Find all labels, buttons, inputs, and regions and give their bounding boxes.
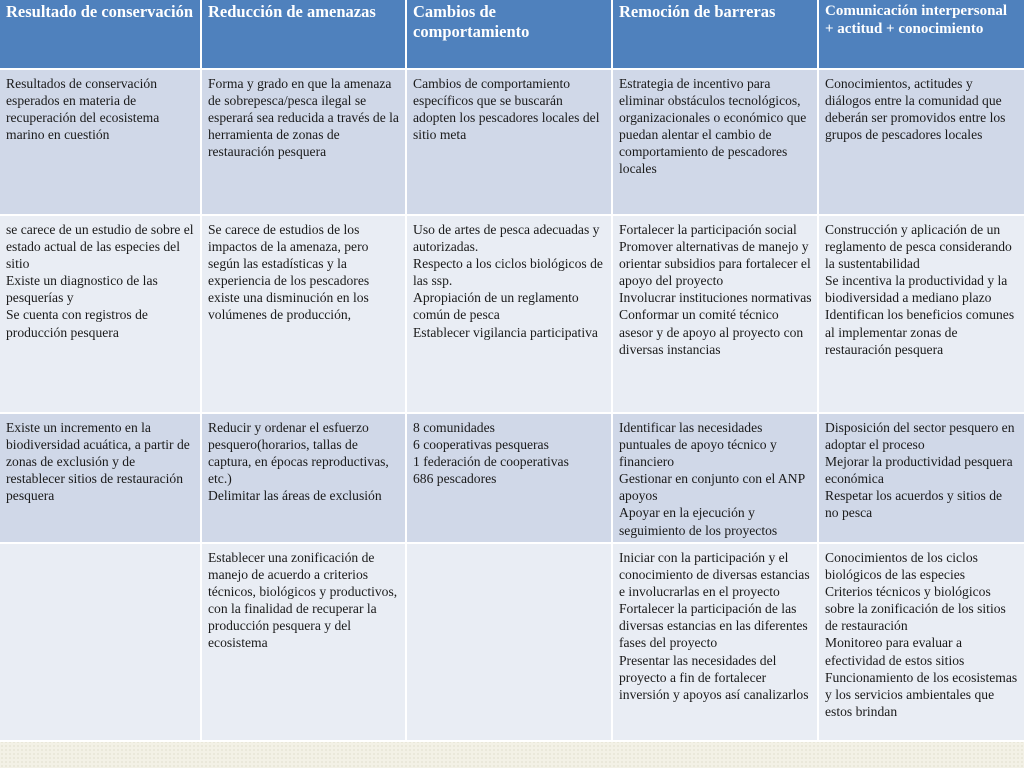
cell-line: Existe un diagnostico de las pesquerías y [6, 273, 158, 306]
cell-line: Uso de artes de pesca adecuadas y autorizadas. [413, 222, 600, 255]
cell-cambios [407, 544, 613, 742]
table-row [0, 70, 1024, 216]
cell-cambios [407, 216, 613, 414]
cell-line: Construcción y aplicación de un reglamento de pesca considerando la sustentabilidad [825, 222, 1012, 272]
cell-line: Existe un incremento en la biodiversidad acuática, a partir de zonas de exclusión y de restablecer sitios de restauración pesquera [6, 420, 190, 504]
cell-comunicacion [819, 70, 1024, 216]
cell-line: Conformar un comité técnico asesor y de apoyo al proyecto con diversas instancias [619, 307, 804, 357]
cell-line: Se carece de estudios de los impactos de la amenaza, pero según las estadísticas y la experiencia de los pescadores existe una disminución en los volúmenes de producción, [208, 222, 370, 323]
header-remocion-barreras: Remoción de barreras [613, 0, 819, 70]
cell-line: Promover alternativas de manejo y orientar subsidios para fortalecer el apoyo del proyecto [619, 239, 811, 289]
cell-line: Delimitar las áreas de exclusión [208, 488, 382, 504]
cell-comunicacion [819, 544, 1024, 742]
cell-resultado [0, 216, 202, 414]
cell-line: Respecto a los ciclos biológicos de las ssp. [413, 256, 603, 289]
cell-resultado [0, 70, 202, 216]
cell-line: se carece de un estudio de sobre el estado actual de las especies del sitio [6, 222, 194, 272]
cell-line: Cambios de comportamiento específicos que se buscarán adopten los pescadores locales del sitio meta [413, 76, 600, 143]
cell-resultado [0, 414, 202, 544]
cell-line: 6 cooperativas pesqueras [413, 437, 549, 453]
cell-line: 686 pescadores [413, 471, 497, 487]
cell-remocion [613, 216, 819, 414]
cell-line: Presentar las necesidades del proyecto a fin de fortalecer inversión y apoyos así canalizarlos [619, 652, 809, 702]
cell-line: Se incentiva la productividad y la biodiversidad a mediano plazo [825, 273, 1008, 306]
cell-line: Apoyar en la ejecución y seguimiento de los proyectos [619, 505, 778, 538]
cell-reduccion [202, 414, 407, 544]
cell-comunicacion [819, 414, 1024, 544]
cell-cambios [407, 414, 613, 544]
cell-line: Forma y grado en que la amenaza de sobrepesca/pesca ilegal se esperará sea reducida a través de la herramienta de zonas de restauración pesquera [208, 76, 399, 160]
cell-remocion [613, 544, 819, 742]
table-row [0, 216, 1024, 414]
header-comunicacion-interpersonal: Comunicación interpersonal + actitud + conocimiento [819, 0, 1024, 70]
cell-remocion [613, 70, 819, 216]
header-cambios-comportamiento: Cambios de comportamiento [407, 0, 613, 70]
cell-line: Criterios técnicos y biológicos sobre la zonificación de los sitios de restauración [825, 584, 1006, 634]
cell-reduccion [202, 216, 407, 414]
cell-line: Mejorar la productividad pesquera económica [825, 454, 1013, 487]
table-row [0, 544, 1024, 742]
cell-line: Apropiación de un reglamento común de pesca [413, 290, 579, 323]
cell-line: Funcionamiento de los ecosistemas y los servicios ambientales que estos brindan [825, 669, 1018, 719]
header-row [0, 0, 1024, 70]
cell-line: 8 comunidades [413, 420, 495, 435]
header-reduccion-amenazas: Reducción de amenazas [202, 0, 407, 70]
cell-line: Conocimientos de los ciclos biológicos de las especies [825, 550, 978, 583]
cell-cambios [407, 70, 613, 216]
cell-line: Identifican los beneficios comunes al implementar zonas de restauración pesquera [825, 307, 1015, 357]
cell-comunicacion [819, 216, 1024, 414]
cell-line: Fortalecer la participación social [619, 222, 797, 237]
cell-reduccion [202, 544, 407, 742]
cell-line: Fortalecer la participación de las diversas estancias en las diferentes fases del proyecto [619, 601, 808, 651]
cell-line: Monitoreo para evaluar a efectividad de estos sitios [825, 635, 965, 668]
cell-line: Respetar los acuerdos y sitios de no pesca [825, 488, 1003, 521]
cell-line: Identificar las necesidades puntuales de apoyo técnico y financiero [619, 420, 777, 470]
cell-line: 1 federación de cooperativas [413, 454, 569, 470]
table-row [0, 414, 1024, 544]
header-resultado-conservacion: Resultado de conservación [0, 0, 202, 70]
cell-line: Iniciar con la participación y el conocimiento de diversas estancias e involucrarlas en el proyecto [619, 550, 810, 600]
cell-remocion [613, 414, 819, 544]
cell-line: Reducir y ordenar el esfuerzo pesquero(horarios, tallas de captura, en épocas reproductivas, etc.) [208, 420, 389, 487]
cell-line: Establecer vigilancia participativa [413, 324, 598, 340]
cell-line: Conocimientos, actitudes y diálogos entre la comunidad que deberán ser promovidos entre los grupos de pescadores locales [825, 76, 1006, 143]
cell-line: Disposición del sector pesquero en adoptar el proceso [825, 420, 1015, 453]
cell-line: Estrategia de incentivo para eliminar obstáculos tecnológicos, organizacionales o económico que puedan alentar el cambio de comportamiento de pescadores locales [619, 76, 807, 177]
cell-line: Involucrar instituciones normativas [619, 290, 812, 306]
cell-line: Se cuenta con registros de producción pesquera [6, 307, 148, 340]
cell-line: Gestionar en conjunto con el ANP apoyos [619, 471, 805, 504]
cell-resultado [0, 544, 202, 742]
cell-line: Resultados de conservación esperados en materia de recuperación del ecosistema marino en cuestión [6, 76, 160, 143]
cell-line: Establecer una zonificación de manejo de acuerdo a criterios técnicos, biológicos y productivos, con la finalidad de recuperar la producción pesquera y del ecosistema [208, 550, 398, 651]
cell-reduccion [202, 70, 407, 216]
